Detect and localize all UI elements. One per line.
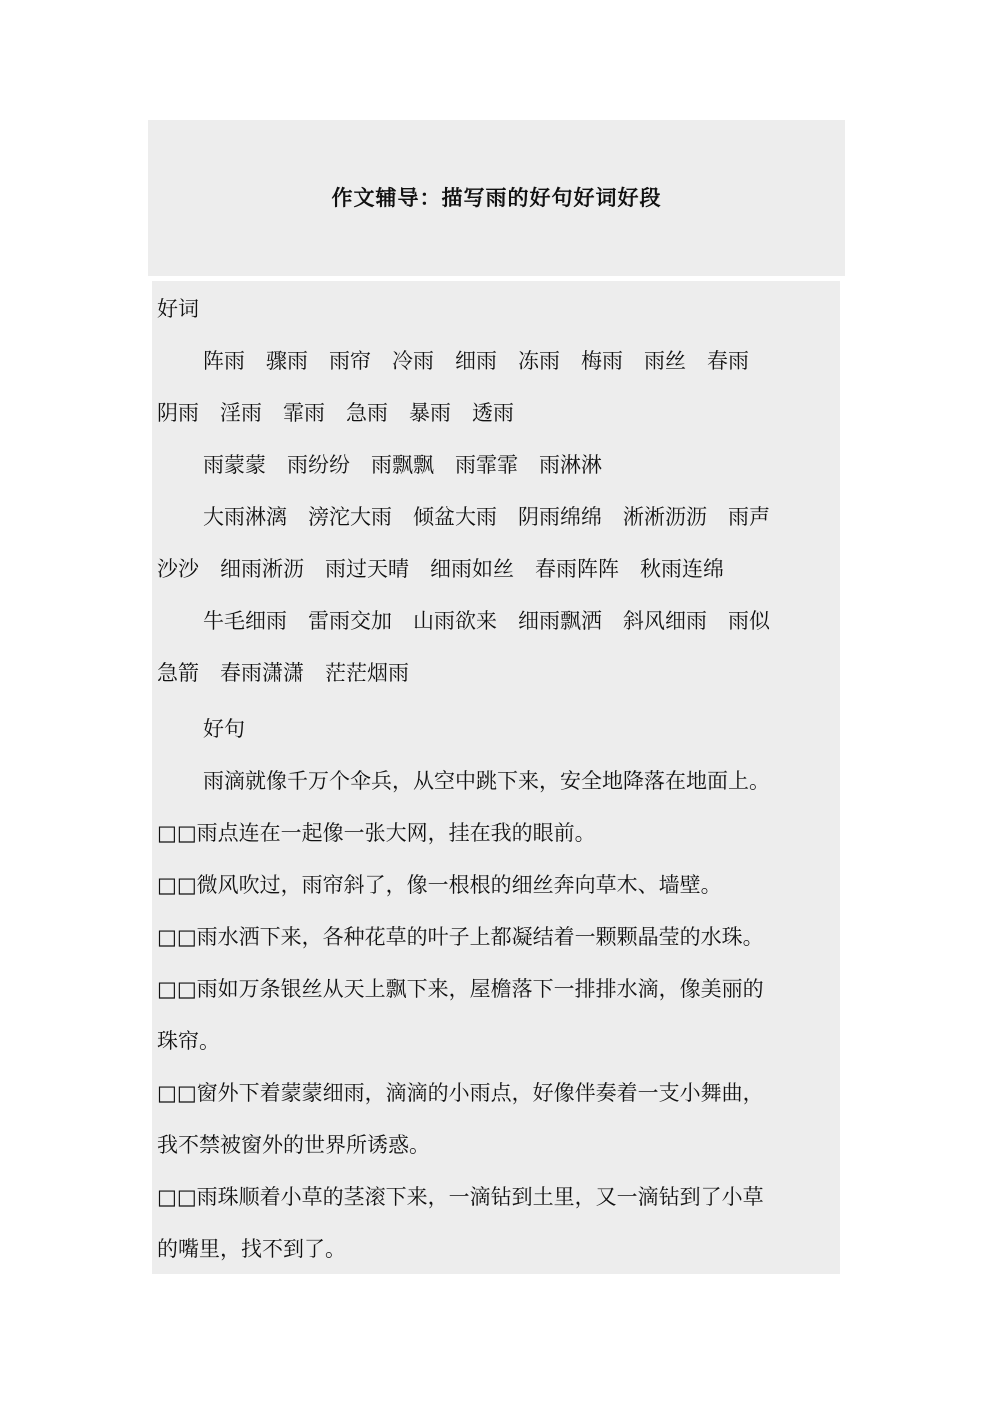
word-line: 雨蒙蒙 雨纷纷 雨飘飘 雨霏霏 雨淋淋 — [203, 453, 602, 477]
sentence-line: 珠帘。 — [157, 1029, 220, 1053]
sentence-line: □□窗外下着蒙蒙细雨，滴滴的小雨点，好像伴奏着一支小舞曲， — [157, 1081, 764, 1105]
word-line: 急箭 春雨潇潇 茫茫烟雨 — [157, 661, 409, 685]
word-line: 牛毛细雨 雷雨交加 山雨欲来 细雨飘洒 斜风细雨 雨似 — [203, 609, 770, 633]
sentence-line: □□雨珠顺着小草的茎滚下来，一滴钻到土里，又一滴钻到了小草 — [157, 1185, 764, 1209]
sentence-line: 我不禁被窗外的世界所诱惑。 — [157, 1133, 430, 1157]
sentence-line: 雨滴就像千万个伞兵，从空中跳下来，安全地降落在地面上。 — [203, 769, 770, 793]
section-heading-words: 好词 — [157, 297, 199, 321]
sentence-line: □□雨水洒下来，各种花草的叶子上都凝结着一颗颗晶莹的水珠。 — [157, 925, 764, 949]
sentence-line: □□雨点连在一起像一张大网，挂在我的眼前。 — [157, 821, 596, 845]
sentence-line: □□雨如万条银丝从天上飘下来，屋檐落下一排排水滴，像美丽的 — [157, 977, 764, 1001]
word-line: 阵雨 骤雨 雨帘 冷雨 细雨 冻雨 梅雨 雨丝 春雨 — [203, 349, 749, 373]
sentence-line: □□微风吹过，雨帘斜了，像一根根的细丝奔向草木、墙壁。 — [157, 873, 722, 897]
document-title: 作文辅导：描写雨的好句好词好段 — [331, 185, 662, 210]
word-line: 沙沙 细雨淅沥 雨过天晴 细雨如丝 春雨阵阵 秋雨连绵 — [157, 557, 724, 581]
sentence-line: 的嘴里，找不到了。 — [157, 1237, 346, 1261]
word-line: 大雨淋漓 滂沱大雨 倾盆大雨 阴雨绵绵 淅淅沥沥 雨声 — [203, 505, 770, 529]
section-heading-sentences: 好句 — [203, 717, 245, 741]
word-line: 阴雨 淫雨 霏雨 急雨 暴雨 透雨 — [157, 401, 514, 425]
